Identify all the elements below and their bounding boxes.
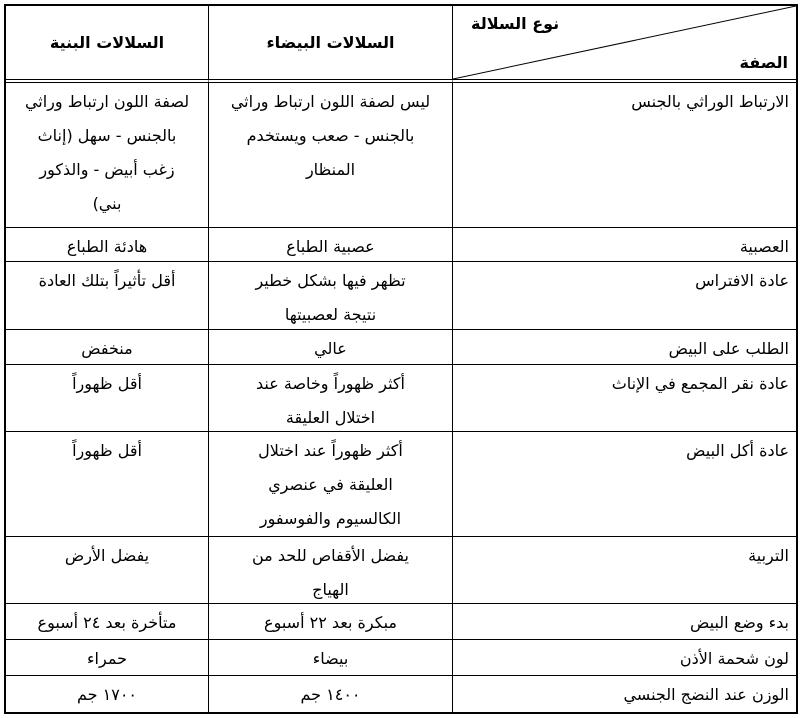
header-trait-label: الصفة	[739, 53, 788, 72]
white-breed-cell	[208, 604, 452, 640]
trait-label: عادة الافتراس	[695, 271, 789, 290]
cell-line: هادئة الطباع	[66, 237, 148, 256]
cell-line: منخفض	[81, 339, 133, 358]
cell-line: حمراء	[87, 649, 127, 668]
cell-line: الهياج	[312, 580, 349, 599]
white-breed-cell	[208, 432, 452, 537]
header-corner-cell	[452, 6, 796, 83]
header-brown-breeds-label: السلالات البنية	[49, 32, 165, 52]
cell-line: ١٤٠٠ جم	[300, 685, 361, 704]
cell-line: أكثر ظهوراً وخاصة عند	[256, 374, 405, 393]
cell-line: زغب أبيض - والذكور	[39, 160, 175, 179]
trait-label: عادة نقر المجمع في الإناث	[611, 374, 789, 393]
brown-breed-cell	[6, 262, 208, 330]
trait-cell	[452, 604, 796, 640]
cell-line: يفضل الأقفاص للحد من	[252, 546, 409, 565]
cell-line: متأخرة بعد ٢٤ أسبوع	[37, 613, 177, 632]
cell-line: أكثر ظهوراً عند اختلال	[258, 441, 403, 460]
cell-line: أقل ظهوراً	[72, 374, 142, 393]
white-breed-cell	[208, 676, 452, 712]
cell-line: بالجنس - سهل (إناث	[37, 126, 177, 145]
brown-breed-cell	[6, 640, 208, 676]
white-breed-cell	[208, 537, 452, 604]
cell-line: الكالسيوم والفوسفور	[259, 509, 402, 528]
white-breed-cell	[208, 83, 452, 228]
brown-breed-cell	[6, 604, 208, 640]
cell-line: عصبية الطباع	[286, 237, 375, 256]
trait-label: لون شحمة الأذن	[679, 649, 789, 668]
trait-label: العصبية	[739, 237, 789, 256]
white-breed-cell	[208, 365, 452, 432]
trait-cell	[452, 640, 796, 676]
header-white-breeds	[208, 6, 452, 83]
cell-line: مبكرة بعد ٢٢ أسبوع	[264, 613, 397, 632]
trait-cell	[452, 262, 796, 330]
brown-breed-cell	[6, 228, 208, 262]
trait-cell	[452, 228, 796, 262]
cell-line: بالجنس - صعب ويستخدم	[246, 126, 415, 145]
cell-line: اختلال العليقة	[285, 408, 376, 427]
white-breed-cell	[208, 640, 452, 676]
white-breed-cell	[208, 262, 452, 330]
cell-line: يفضل الأرض	[64, 546, 150, 565]
trait-label: بدء وضع البيض	[690, 613, 789, 632]
white-breed-cell	[208, 330, 452, 365]
brown-breed-cell	[6, 676, 208, 712]
trait-label: عادة أكل البيض	[686, 441, 789, 460]
trait-cell	[452, 432, 796, 537]
cell-line: لصفة اللون ارتباط وراثي	[24, 92, 190, 111]
trait-label: التربية	[748, 546, 789, 565]
trait-label: الوزن عند النضج الجنسي	[623, 685, 789, 704]
cell-line: ١٧٠٠ جم	[77, 685, 137, 704]
trait-cell	[452, 537, 796, 604]
trait-cell	[452, 676, 796, 712]
cell-line: العليقة في عنصري	[268, 475, 393, 494]
white-breed-cell	[208, 228, 452, 262]
trait-label: الطلب على البيض	[668, 339, 789, 358]
brown-breed-cell	[6, 330, 208, 365]
trait-cell	[452, 83, 796, 228]
header-breed-type-label: نوع السلالة	[471, 14, 560, 33]
cell-line: أقل تأثيراً بتلك العادة	[38, 271, 176, 290]
header-brown-breeds	[6, 6, 208, 83]
cell-line: نتيجة لعصبيتها	[284, 305, 377, 324]
cell-line: عالي	[314, 339, 347, 358]
cell-line: بيضاء	[312, 649, 349, 668]
trait-cell	[452, 365, 796, 432]
comparison-table	[4, 4, 798, 714]
trait-label: الارتباط الوراثي بالجنس	[631, 92, 789, 111]
brown-breed-cell	[6, 432, 208, 537]
brown-breed-cell	[6, 365, 208, 432]
cell-line: المنظار	[305, 160, 356, 179]
cell-line: ليس لصفة اللون ارتباط وراثي	[230, 92, 431, 111]
cell-line: أقل ظهوراً	[72, 441, 142, 460]
brown-breed-cell	[6, 83, 208, 228]
trait-cell	[452, 330, 796, 365]
cell-line: بني)	[92, 194, 122, 213]
header-white-breeds-label: السلالات البيضاء	[266, 32, 395, 52]
cell-line: تظهر فيها بشكل خطير	[255, 271, 406, 290]
brown-breed-cell	[6, 537, 208, 604]
